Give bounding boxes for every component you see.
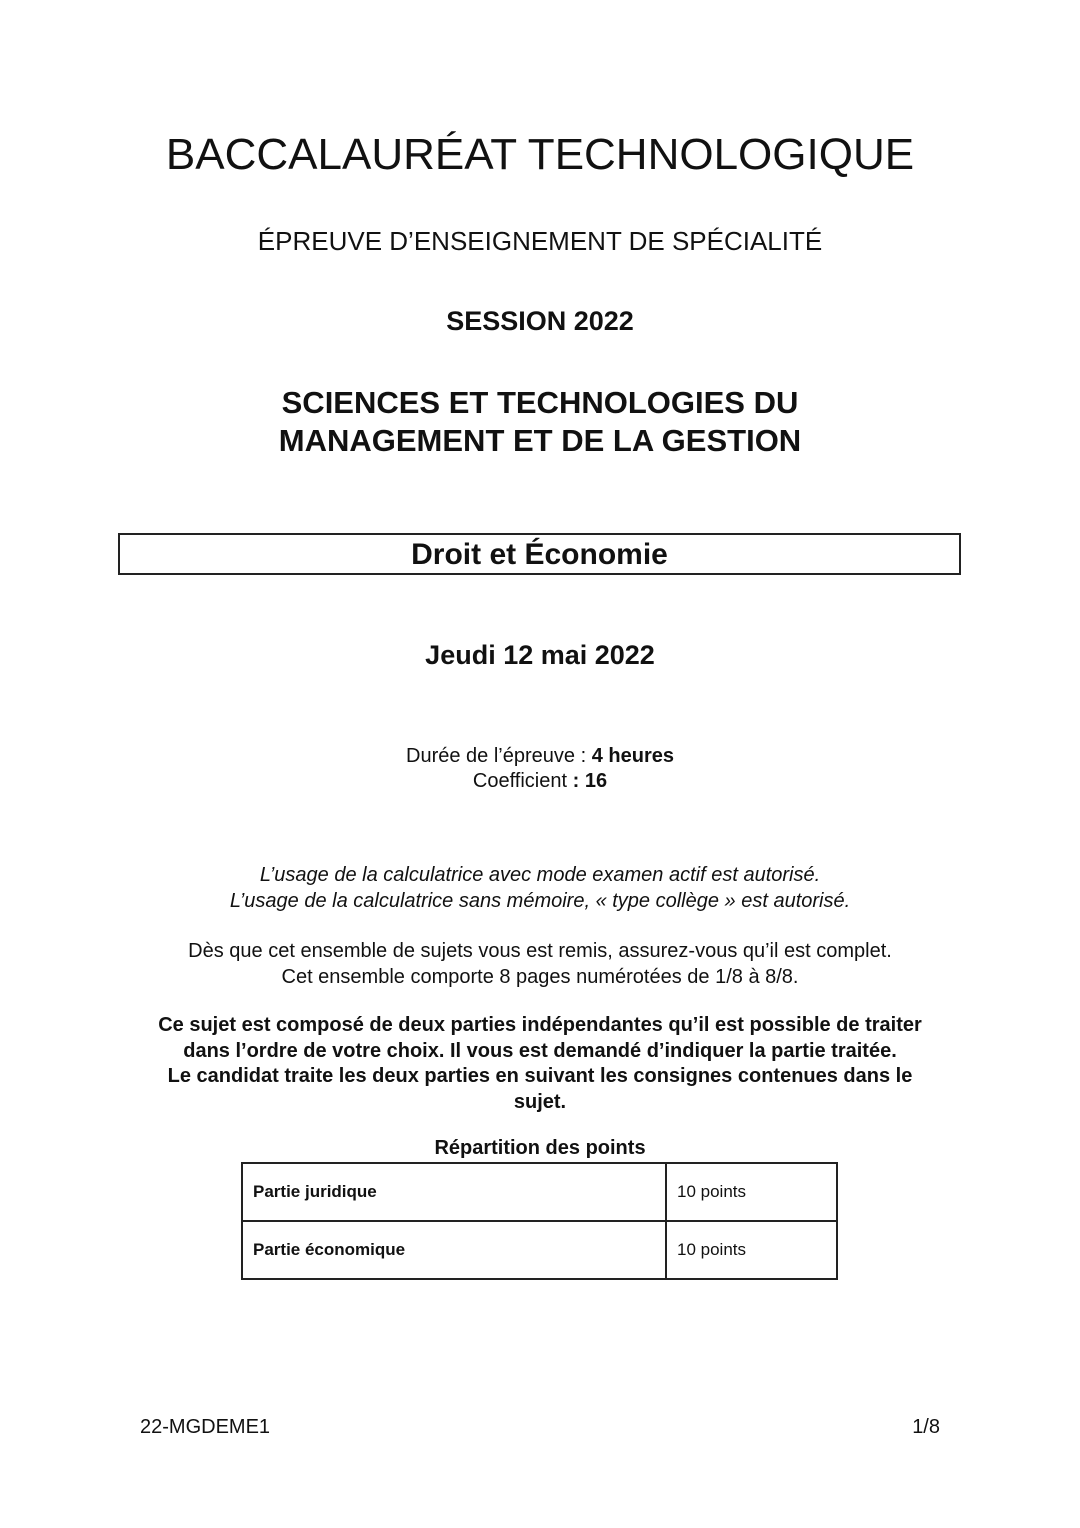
instructions-line-1: Ce sujet est composé de deux parties indépendantes qu’il est possible de traiter — [158, 1014, 922, 1036]
duration-value: 4 heures — [591, 745, 674, 767]
calculator-rule-1: L’usage de la calculatrice avec mode examen actif est autorisé. — [259, 864, 821, 886]
footer-code: 22-MGDEME1 — [140, 1416, 271, 1438]
exam-date: Jeudi 12 mai 2022 — [425, 640, 655, 670]
instructions-line-2: dans l’ordre de votre choix. Il vous est demandé d’indiquer la partie traitée. — [183, 1039, 897, 1062]
table-row — [242, 1221, 837, 1279]
exam-info — [0, 744, 1080, 794]
page-number: 1/8 — [912, 1416, 940, 1438]
instructions-line-4: sujet. — [513, 1090, 567, 1113]
subject-title: Droit et Économie — [411, 538, 668, 571]
table-row — [242, 1163, 837, 1221]
subject-box — [118, 533, 961, 575]
session-label: SESSION 2022 — [446, 306, 634, 336]
table-cell-points: 10 points — [666, 1221, 837, 1279]
coefficient-line — [0, 769, 1080, 794]
points-table-caption: Répartition des points — [434, 1137, 646, 1159]
series-title — [0, 384, 1080, 460]
exam-title: BACCALAURÉAT TECHNOLOGIQUE — [165, 130, 915, 179]
coefficient-label: Coefficient — [472, 770, 573, 792]
table-cell-part: Partie économique — [242, 1221, 666, 1279]
exam-subtitle: ÉPREUVE D’ENSEIGNEMENT DE SPÉCIALITÉ — [257, 226, 823, 256]
coefficient-value: : 16 — [572, 770, 608, 792]
completeness-line-1: Dès que cet ensemble de sujets vous est remis, assurez-vous qu’il est complet. — [188, 940, 892, 962]
instructions — [100, 1013, 980, 1115]
duration-label: Durée de l’épreuve : — [406, 745, 592, 767]
duration-line — [0, 744, 1080, 769]
calculator-rules — [0, 862, 1080, 914]
instructions-line-3: Le candidat traite les deux parties en suivant les consignes contenues dans le — [167, 1065, 913, 1087]
calculator-rule-2: L’usage de la calculatrice sans mémoire, « type collège » est autorisé. — [229, 890, 851, 912]
completeness-notice — [0, 938, 1080, 990]
table-cell-part: Partie juridique — [242, 1163, 666, 1221]
completeness-line-2: Cet ensemble comporte 8 pages numérotées de 1/8 à 8/8. — [281, 966, 799, 988]
table-cell-points: 10 points — [666, 1163, 837, 1221]
series-line-2: MANAGEMENT ET DE LA GESTION — [278, 423, 802, 458]
points-table — [241, 1162, 838, 1280]
series-line-1: SCIENCES ET TECHNOLOGIES DU — [281, 385, 799, 420]
